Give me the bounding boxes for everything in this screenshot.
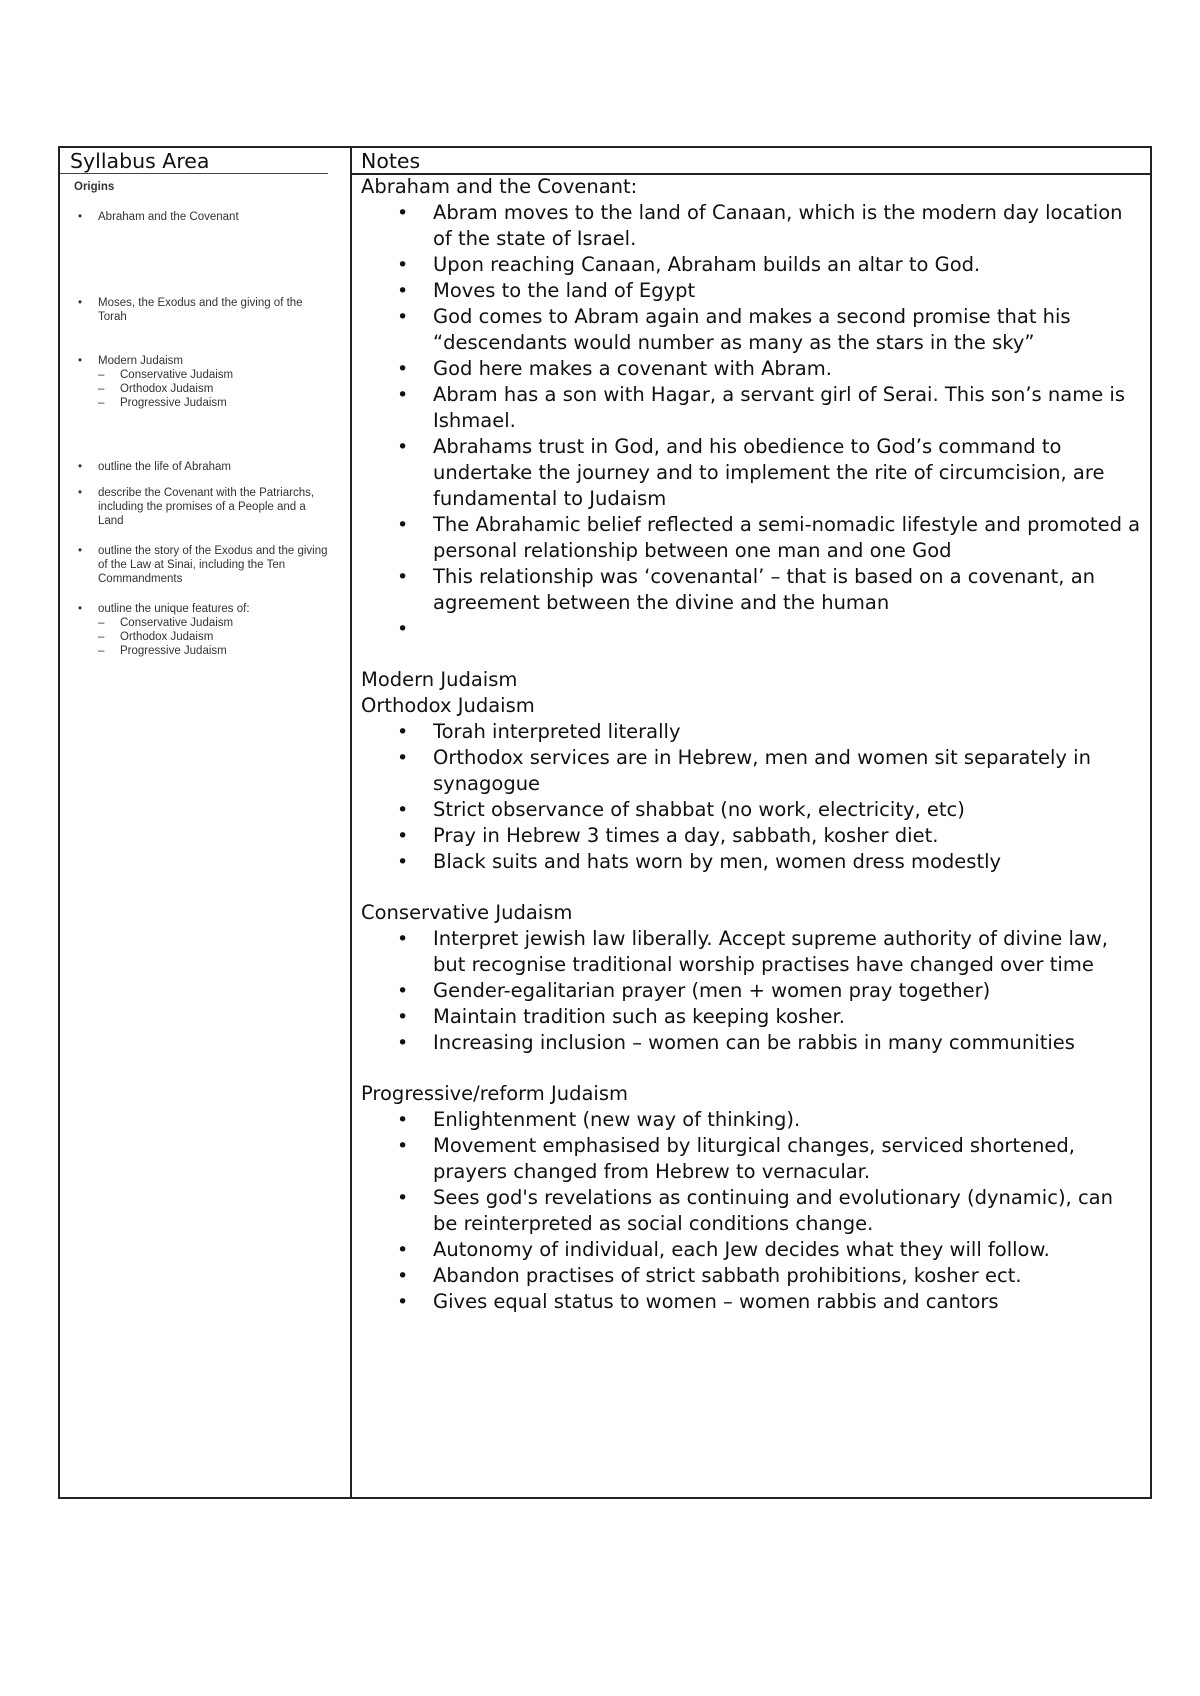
list-item: • Gender-egalitarian prayer (men + women pray together) xyxy=(361,978,1141,1004)
list-item: • Abrahams trust in God, and his obedience to God’s command to undertake the journey and to implement the rite of circumcision, are fundamental to Judaism xyxy=(361,434,1141,512)
section-heading-orthodox: Orthodox Judaism xyxy=(361,694,535,717)
syllabus-subitem: – Orthodox Judaism xyxy=(120,382,213,396)
notes-table xyxy=(58,146,1152,1499)
list-item: • Maintain tradition such as keeping kosher. xyxy=(361,1004,1141,1030)
list-item: • Increasing inclusion – women can be rabbis in many communities xyxy=(361,1030,1141,1056)
list-item: • God here makes a covenant with Abram. xyxy=(361,356,1141,382)
list-item-empty xyxy=(361,616,1141,642)
syllabus-subitem: – Conservative Judaism xyxy=(120,368,233,382)
notes-column xyxy=(361,174,1141,1315)
syllabus-subitem: – Orthodox Judaism xyxy=(120,630,213,644)
list-item: • Torah interpreted literally xyxy=(361,719,1141,745)
syllabus-subitem: – Progressive Judaism xyxy=(120,644,227,658)
list-item: • The Abrahamic belief reflected a semi-nomadic lifestyle and promoted a personal relationship between one man and one God xyxy=(361,512,1141,564)
section-heading-modern: Modern Judaism xyxy=(361,668,518,691)
list-item: • Abandon practises of strict sabbath prohibitions, kosher ect. xyxy=(361,1263,1141,1289)
list-item: • Autonomy of individual, each Jew decides what they will follow. xyxy=(361,1237,1141,1263)
spacer xyxy=(361,1056,1141,1081)
list-item: • Abram has a son with Hagar, a servant girl of Serai. This son’s name is Ishmael. xyxy=(361,382,1141,434)
list-item: • God comes to Abram again and makes a second promise that his “descendants would number as many as the stars in the sky” xyxy=(361,304,1141,356)
list-item: • Enlightenment (new way of thinking). xyxy=(361,1107,1141,1133)
list-item: • Sees god's revelations as continuing and evolutionary (dynamic), can be reinterpreted as social conditions change. xyxy=(361,1185,1141,1237)
spacer xyxy=(361,875,1141,900)
list-item: • Interpret jewish law liberally. Accept supreme authority of divine law, but recognise traditional worship practises have changed over time xyxy=(361,926,1141,978)
list-item: • Upon reaching Canaan, Abraham builds an altar to God. xyxy=(361,252,1141,278)
abraham-list xyxy=(361,200,1141,642)
orthodox-list xyxy=(361,719,1141,875)
list-item: • Strict observance of shabbat (no work, electricity, etc) xyxy=(361,797,1141,823)
column-divider xyxy=(350,148,352,1497)
syllabus-item: • outline the story of the Exodus and the giving of the Law at Sinai, including the Ten Commandments xyxy=(98,544,328,586)
list-item: • Moves to the land of Egypt xyxy=(361,278,1141,304)
syllabus-item: • Modern Judaism xyxy=(98,354,328,368)
conservative-list xyxy=(361,926,1141,1056)
section-heading-progressive: Progressive/reform Judaism xyxy=(361,1082,629,1105)
syllabus-item: • describe the Covenant with the Patriarchs, including the promises of a People and a Land xyxy=(98,486,328,528)
section-heading-abraham: Abraham and the Covenant: xyxy=(361,175,638,198)
syllabus-item: • Abraham and the Covenant xyxy=(98,210,328,224)
list-item: • Pray in Hebrew 3 times a day, sabbath, kosher diet. xyxy=(361,823,1141,849)
section-heading-conservative: Conservative Judaism xyxy=(361,901,573,924)
notes-header: Notes xyxy=(361,149,421,173)
list-item: • Abram moves to the land of Canaan, which is the modern day location of the state of Israel. xyxy=(361,200,1141,252)
syllabus-item: • outline the unique features of: xyxy=(98,602,328,616)
list-item: • Gives equal status to women – women rabbis and cantors xyxy=(361,1289,1141,1315)
syllabus-heading: Origins xyxy=(74,181,115,193)
list-item: • This relationship was ‘covenantal’ – that is based on a covenant, an agreement between the divine and the human xyxy=(361,564,1141,616)
list-item: • Movement emphasised by liturgical changes, serviced shortened, prayers changed from Hebrew to vernacular. xyxy=(361,1133,1141,1185)
list-item: • Black suits and hats worn by men, women dress modestly xyxy=(361,849,1141,875)
syllabus-area-header: Syllabus Area xyxy=(70,149,210,173)
syllabus-item: • Moses, the Exodus and the giving of the Torah xyxy=(98,296,328,324)
syllabus-subitem: – Conservative Judaism xyxy=(120,616,233,630)
spacer xyxy=(361,642,1141,667)
progressive-list xyxy=(361,1107,1141,1315)
syllabus-subitem: – Progressive Judaism xyxy=(120,396,227,410)
list-item: • Orthodox services are in Hebrew, men and women sit separately in synagogue xyxy=(361,745,1141,797)
syllabus-item: • outline the life of Abraham xyxy=(98,460,328,474)
